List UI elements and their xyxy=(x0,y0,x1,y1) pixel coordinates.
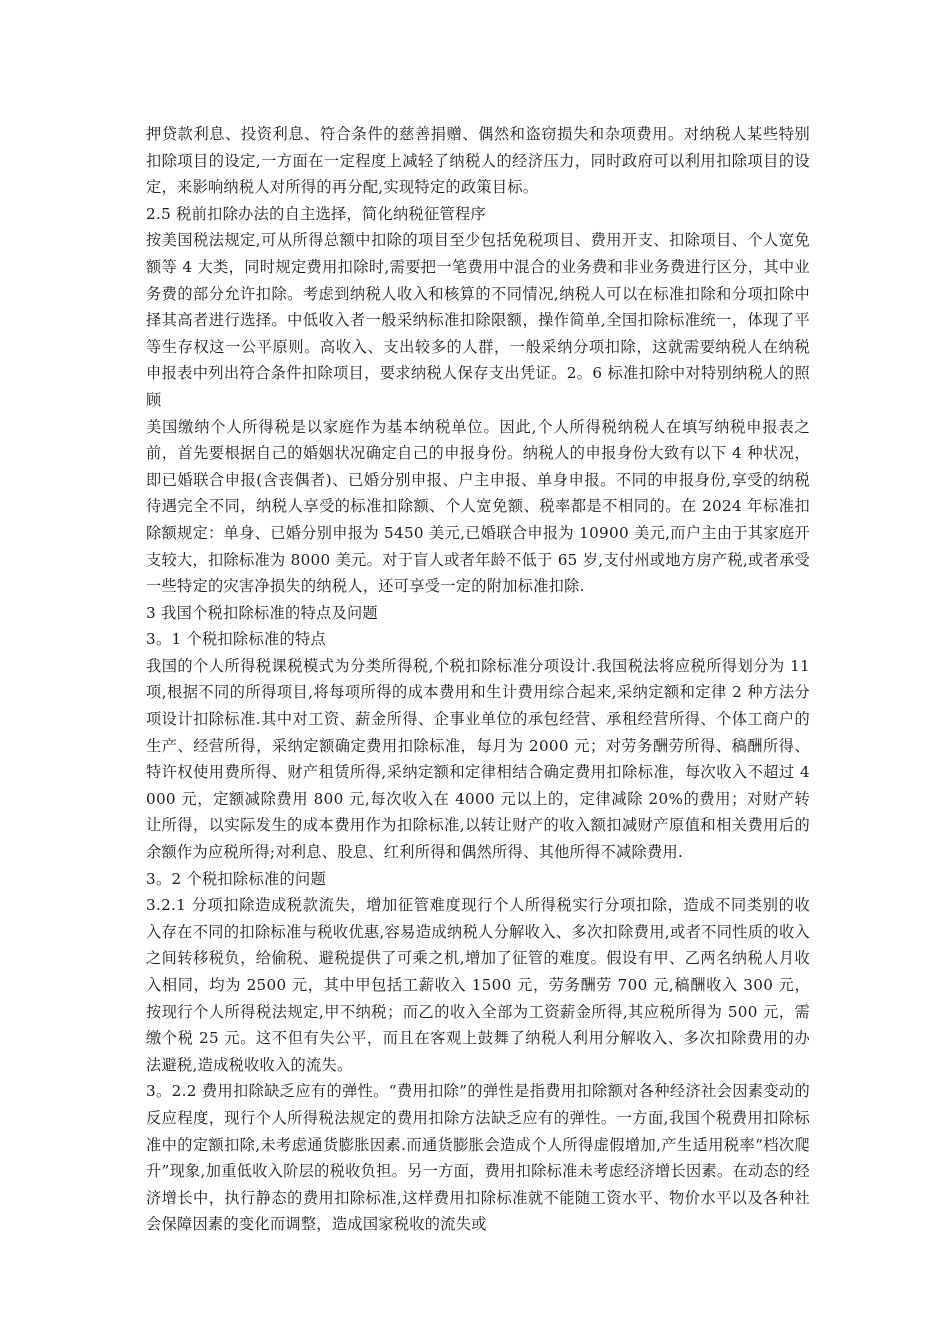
section-heading-3-1: 3。1 个税扣除标准的特点 xyxy=(146,630,326,649)
paragraph-us-deduction-items: 按美国税法规定,可从所得总额中扣除的项目至少包括免税项目、费用开支、扣除项目、个人宽免额等 4 大类，同时规定费用扣除时,需要把一笔费用中混合的业务费和非业务费进行区分，其中业务费的部分允许扣除。考虑到纳税人收入和核算的不同情况,纳税人可以在标准扣除和分项扣除中择其高者进行选择。中低收入者一般采纳标准扣除限额，操作简单,全国扣除标准统一，体现了平等生存权这一公平原则。高收入、支出较多的人群，一般采纳分项扣除，这就需要纳税人在纳税申报表中列出符合条件扣除项目，要求纳税人保存支出凭证。2。6 标准扣除中对特别纳税人的照顾 xyxy=(146,231,810,409)
section-heading-2-5: 2.5 税前扣除办法的自主选择，简化纳税征管程序 xyxy=(146,204,486,223)
paragraph-3-2-1: 3.2.1 分项扣除造成税款流失，增加征管难度现行个人所得税实行分项扣除，造成不同类别的收入存在不同的扣除标准与税收优惠,容易造成纳税人分解收入、多次扣除费用,或者不同性质的收入之间转移税负，给偷税、避税提供了可乘之机,增加了征管的难度。假设有甲、乙两名纳税人月收入相同，均为 2500 元，其中甲包括工薪收入 1500 元，劳务酬劳 700 元,稿酬收入 300 元，按现行个人所得税法规定,甲不纳税；而乙的收入全部为工资薪金所得,其应税所得为 500 元，需缴个税 25 元。这不但有失公平，而且在客观上鼓舞了纳税人利用分解收入、多次扣除费用的办法避税,造成税收收入的流失。 xyxy=(146,896,810,1074)
paragraph-family-unit: 美国缴纳个人所得税是以家庭作为基本纳税单位。因此,个人所得税纳税人在填写纳税申报表之前，首先要根据自己的婚姻状况确定自己的申报身份。纳税人的申报身份大致有以下 4 种状况，即已婚联合申报(含丧偶者)、已婚分别申报、户主申报、单身申报。不同的申报身份,享受的纳税待遇完全不同，纳税人享受的标准扣除额、个人宽免额、税率都是不相同的。在 2024 年标准扣除额规定：单身、已婚分别申报为 5450 美元,已婚联合申报为 10900 美元,而户主由于其家庭开支较大，扣除标准为 8000 美元。对于盲人或者年龄不低于 65 岁,支付州或地方房产税,或者承受一些特定的灾害净损失的纳税人，还可享受一定的附加标准扣除. xyxy=(146,417,810,596)
document-body xyxy=(146,121,810,1238)
paragraph-deductions-intro: 押贷款利息、投资利息、符合条件的慈善捐赠、偶然和盗窃损失和杂项费用。对纳税人某些特别扣除项目的设定,一方面在一定程度上减轻了纳税人的经济压力，同时政府可以利用扣除项目的设定，来影响纳税人对所得的再分配,实现特定的政策目标。 xyxy=(146,125,810,197)
paragraph-china-deduction-features: 我国的个人所得税课税模式为分类所得税,个税扣除标准分项设计.我国税法将应税所得划分为 11 项,根据不同的所得项目,将每项所得的成本费用和生计费用综合起来,采纳定额和定律 2 种方法分项设计扣除标准.其中对工资、薪金所得、企事业单位的承包经营、承租经营所得、个体工商户的生产、经营所得，采纳定额确定费用扣除标准，每月为 2000 元；对劳务酬劳所得、稿酬所得、特许权使用费所得、财产租赁所得,采纳定额和定律相结合确定费用扣除标准，每次收入不超过 4000 元，定额减除费用 800 元,每次收入在 4000 元以上的，定律减除 20%的费用；对财产转让所得，以实际发生的成本费用作为扣除标准,以转让财产的收入额扣减财产原值和相关费用后的余额作为应税所得;对利息、股息、红利所得和偶然所得、其他所得不减除费用. xyxy=(146,656,810,862)
section-heading-3: 3 我国个税扣除标准的特点及问题 xyxy=(146,603,378,622)
paragraph-3-2-2: 3。2.2 费用扣除缺乏应有的弹性。“费用扣除”的弹性是指费用扣除额对各种经济社会因素变动的反应程度，现行个人所得税法规定的费用扣除方法缺乏应有的弹性。一方面,我国个税费用扣除标准中的定额扣除,未考虑通货膨胀因素.而通货膨胀会造成个人所得虚假增加,产生适用税率“档次爬升”现象,加重低收入阶层的税收负担。另一方面，费用扣除标准未考虑经济增长因素。在动态的经济增长中，执行静态的费用扣除标准,这样费用扣除标准就不能随工资水平、物价水平以及各种社会保障因素的变化而调整，造成国家税收的流失或 xyxy=(146,1082,810,1234)
section-heading-3-2: 3。2 个税扣除标准的问题 xyxy=(146,869,326,888)
